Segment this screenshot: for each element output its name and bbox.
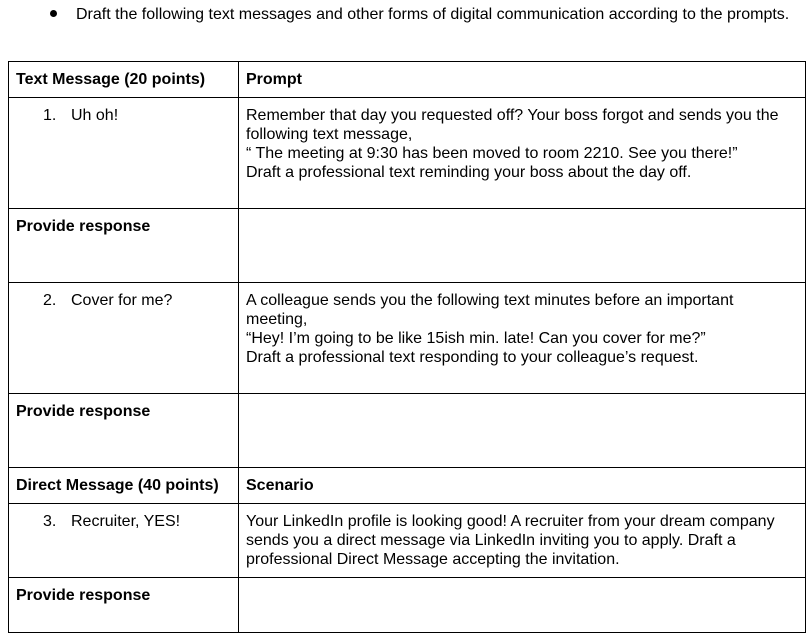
item-title-cell bbox=[9, 98, 239, 209]
table-row bbox=[9, 98, 806, 209]
prompt-text: Your LinkedIn profile is looking good! A recruiter from your dream company sends you a direct message via LinkedIn inviting you to apply. Draft a professional Direct Message accepting the invitation. bbox=[246, 513, 775, 568]
prompt-cell bbox=[239, 504, 806, 578]
assignment-table bbox=[8, 61, 806, 633]
header-cell-text-message bbox=[9, 62, 239, 98]
item-title-cell bbox=[9, 283, 239, 394]
item-title: Recruiter, YES! bbox=[71, 513, 181, 530]
response-field[interactable] bbox=[239, 578, 806, 633]
header-label: Text Message (20 points) bbox=[16, 71, 206, 88]
item-title-cell bbox=[9, 504, 239, 578]
table-row bbox=[9, 209, 806, 283]
item-title: Uh oh! bbox=[71, 107, 119, 124]
prompt-cell bbox=[239, 98, 806, 209]
header-label: Scenario bbox=[246, 477, 314, 494]
response-value[interactable] bbox=[239, 209, 805, 225]
table-row bbox=[9, 504, 806, 578]
table-row bbox=[9, 394, 806, 468]
instruction-text: Draft the following text messages and other forms of digital communication according to the prompts. bbox=[76, 6, 790, 23]
response-field[interactable] bbox=[239, 209, 806, 283]
item-number: 1. bbox=[43, 107, 57, 124]
table-row bbox=[9, 283, 806, 394]
item-title: Cover for me? bbox=[71, 292, 173, 309]
response-label: Provide response bbox=[16, 587, 151, 604]
table-row bbox=[9, 578, 806, 633]
response-value[interactable] bbox=[239, 394, 805, 410]
response-label: Provide response bbox=[16, 218, 151, 235]
header-cell-scenario bbox=[239, 468, 806, 504]
item-number: 2. bbox=[43, 292, 57, 309]
bullet-icon bbox=[50, 10, 57, 17]
prompt-text: A colleague sends you the following text minutes before an important meeting, bbox=[246, 292, 734, 328]
response-field[interactable] bbox=[239, 394, 806, 468]
prompt-quote: “ The meeting at 9:30 has been moved to room 2210. See you there!” bbox=[246, 145, 738, 162]
prompt-quote: “Hey! I’m going to be like 15ish min. late! Can you cover for me?” bbox=[246, 330, 706, 347]
response-label-cell bbox=[9, 394, 239, 468]
response-label-cell bbox=[9, 209, 239, 283]
prompt-instruction: Draft a professional text reminding your boss about the day off. bbox=[246, 164, 692, 181]
header-label: Prompt bbox=[246, 71, 302, 88]
response-value[interactable] bbox=[239, 578, 805, 594]
table-header-row bbox=[9, 62, 806, 98]
instruction-bullet bbox=[50, 4, 790, 26]
prompt-text: Remember that day you requested off? Your boss forgot and sends you the following text message, bbox=[246, 107, 779, 143]
header-cell-prompt bbox=[239, 62, 806, 98]
response-label-cell bbox=[9, 578, 239, 633]
prompt-cell bbox=[239, 283, 806, 394]
header-cell-direct-message bbox=[9, 468, 239, 504]
response-label: Provide response bbox=[16, 403, 151, 420]
prompt-instruction: Draft a professional text responding to your colleague’s request. bbox=[246, 349, 699, 366]
header-label: Direct Message (40 points) bbox=[16, 477, 219, 494]
item-number: 3. bbox=[43, 513, 57, 530]
table-header-row bbox=[9, 468, 806, 504]
